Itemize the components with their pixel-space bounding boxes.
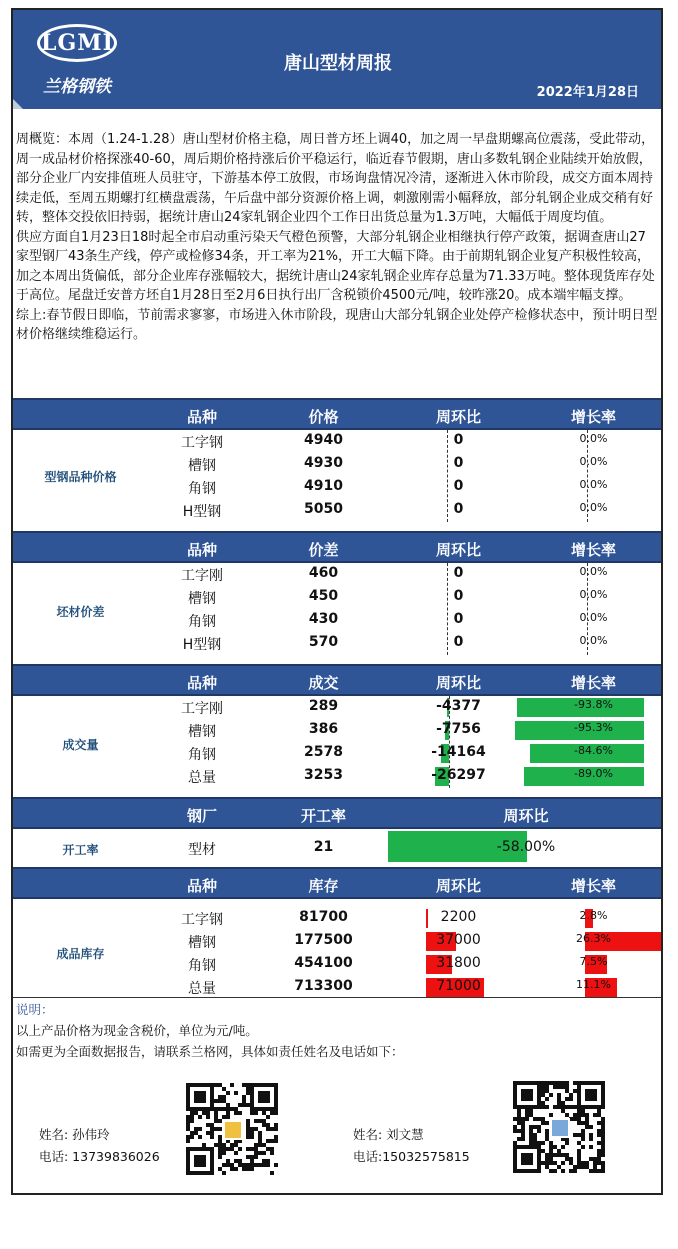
- row-value: 5050: [304, 501, 343, 517]
- table-row: [13, 586, 661, 609]
- report-frame: [11, 8, 663, 1195]
- row-wow: 71000: [436, 978, 481, 994]
- row-wow: 0: [453, 611, 464, 627]
- row-value: 4930: [304, 455, 343, 471]
- price-header-band: [13, 398, 661, 430]
- spread-header-band: [13, 531, 661, 563]
- row-wow: 0: [453, 455, 464, 471]
- inventory-section: [13, 907, 661, 999]
- row-name: 工字刚: [181, 701, 223, 717]
- row-name: 工字钢: [181, 435, 223, 451]
- inv-col-name: 品种: [186, 877, 217, 895]
- util-col-rate: 开工率: [300, 807, 346, 825]
- volume-col-name: 品种: [186, 674, 217, 692]
- row-wow: 0: [453, 588, 464, 604]
- contact-2-phone: 电话:15032575815: [353, 1149, 470, 1164]
- notes-line-2: 如需更为全面数据报告，请联系兰格网，具体如责任姓名及电话如下：: [16, 1044, 404, 1059]
- row-rate: -93.8%: [574, 698, 613, 711]
- row-name: H型钢: [182, 637, 222, 653]
- table-row: [13, 499, 661, 522]
- table-row: [13, 632, 661, 655]
- spread-section: [13, 563, 661, 655]
- row-rate: 2.8%: [579, 909, 608, 922]
- row-rate: 0.0%: [579, 588, 608, 601]
- row-rate: -89.0%: [574, 767, 613, 780]
- summary-supply: 供应方面自1月23日18时起全市启动重污染天气橙色预警，大部分轧钢企业相继执行停产政策，据调查唐山27家型钢厂43条生产线，停产或检修34条，开工率为21%，开工大幅下降。由于前期轧钢企业复产积极性较高，加之本周出货偏低，部分企业库存涨幅较大，据统计唐山24家轧钢企业库存总量为71.33万吨。整体现货库存处于高位。尾盘迁安普方坯自1月28日至2月6日执行出厂含税锁价4500元/吨，较昨涨20。成本端牢幅支撑。: [16, 229, 655, 303]
- row-wow: 0: [453, 634, 464, 650]
- spread-col-name: 品种: [186, 541, 217, 559]
- row-name: 总量: [188, 770, 216, 786]
- row-value: 289: [308, 698, 339, 714]
- table-row: [13, 976, 661, 999]
- contact-1-name: 姓名: 孙伟玲: [39, 1127, 110, 1142]
- row-name: 槽钢: [188, 458, 216, 474]
- notes-line-1: 以上产品价格为现金含税价，单位为元/吨。: [16, 1023, 258, 1038]
- logo-text: LGMI: [41, 30, 114, 56]
- row-rate: 0.0%: [579, 478, 608, 491]
- row-rate: 11.1%: [576, 978, 611, 991]
- row-name: 工字钢: [181, 912, 223, 928]
- table-row: [13, 930, 661, 953]
- row-value: 460: [308, 565, 339, 581]
- row-rate: 0.0%: [579, 634, 608, 647]
- row-wow: -14164: [431, 744, 486, 760]
- inv-col-value: 库存: [308, 877, 339, 895]
- utilization-section-label: 开工率: [62, 843, 99, 857]
- volume-section-label: 成交量: [62, 738, 99, 752]
- row-name: 槽钢: [188, 935, 216, 951]
- row-wow: 31800: [436, 955, 481, 971]
- contact-2: [353, 1124, 470, 1168]
- row-rate: 0.0%: [579, 455, 608, 468]
- row-name: 角钢: [188, 958, 216, 974]
- price-section-label: 型钢品种价格: [44, 470, 117, 484]
- row-value: 21: [313, 839, 334, 855]
- row-wow: -7756: [436, 721, 481, 737]
- row-rate: 0.0%: [579, 432, 608, 445]
- notes: [16, 999, 404, 1062]
- price-col-name: 品种: [186, 408, 217, 426]
- table-row: [13, 953, 661, 976]
- row-value: 713300: [294, 978, 353, 994]
- summary-conclusion: 综上:春节假日即临，节前需求寥寥，市场进入休市阶段，现唐山大部分轧钢企业处停产检修状态中，预计明日型材价格继续维稳运行。: [16, 307, 658, 342]
- row-name: 槽钢: [188, 724, 216, 740]
- price-col-wow: 周环比: [435, 408, 481, 426]
- spread-col-rate: 增长率: [570, 541, 616, 559]
- contact-1-phone: 电话: 13739836026: [39, 1149, 160, 1164]
- inv-col-wow: 周环比: [435, 877, 481, 895]
- row-name: 总量: [188, 981, 216, 997]
- page-title: 唐山型材周报: [284, 53, 392, 74]
- summary-text: [16, 130, 658, 345]
- util-col-mill: 钢厂: [186, 807, 217, 825]
- contact-2-name: 姓名: 刘文慧: [353, 1127, 424, 1142]
- table-row: [13, 430, 661, 453]
- row-wow: -58.00%: [496, 839, 556, 855]
- row-rate: -84.6%: [574, 744, 613, 757]
- report-header: [13, 10, 661, 109]
- row-value: 4940: [304, 432, 343, 448]
- summary-overview: 周概览：本周（1.24-1.28）唐山型材价格主稳，周日普方坯上调40，加之周一早盘期螺高位震荡，受此带动，周一成品材价格探涨40-60，周后期价格持涨后价平稳运行，临近春节假期，唐山多数轧钢企业陆续开始放假，部分企业厂内安排值班人员驻守，下游基本停工放假，市场询盘情况冷清，逐渐进入休市阶段，成交方面本周持续走低，至周五期螺打红横盘震荡，午后盘中部分资源价格上调，刺激刚需小幅释放，部分轧钢企业成交稍有好转，整体交投依旧持弱，据统计唐山24家轧钢企业四个工作日出货总量为1.3万吨，大幅低于周度均值。: [16, 132, 655, 225]
- table-row: [13, 609, 661, 632]
- row-value: 386: [308, 721, 339, 737]
- utilization-section: [13, 829, 661, 866]
- row-wow: 0: [453, 565, 464, 581]
- row-wow: 0: [453, 432, 464, 448]
- contact-1: [39, 1124, 160, 1168]
- row-value: 3253: [304, 767, 343, 783]
- table-row: [13, 837, 661, 860]
- table-row: [13, 563, 661, 586]
- report-date: 2022年1月28日: [536, 85, 639, 100]
- price-col-rate: 增长率: [570, 408, 616, 426]
- inventory-section-label: 成品库存: [56, 947, 105, 961]
- row-rate: 0.0%: [579, 611, 608, 624]
- qr-code-graphic: [513, 1081, 605, 1173]
- row-value: 570: [308, 634, 339, 650]
- util-col-wow: 周环比: [503, 807, 549, 825]
- row-wow: 0: [453, 478, 464, 494]
- row-name: 型材: [188, 842, 216, 858]
- table-row: [13, 453, 661, 476]
- row-value: 430: [308, 611, 339, 627]
- corner-decoration: [13, 99, 23, 109]
- row-rate: 26.3%: [576, 932, 611, 945]
- price-section: [13, 430, 661, 522]
- volume-col-value: 成交: [308, 674, 339, 692]
- row-name: H型钢: [182, 504, 222, 520]
- row-wow: 0: [453, 501, 464, 517]
- row-value: 454100: [294, 955, 353, 971]
- row-value: 177500: [294, 932, 353, 948]
- table-row: [13, 476, 661, 499]
- notes-divider: [13, 997, 661, 998]
- spread-col-value: 价差: [308, 541, 339, 559]
- spread-section-label: 坯材价差: [56, 605, 105, 619]
- inventory-header-band: [13, 867, 661, 899]
- row-name: 角钢: [188, 747, 216, 763]
- price-col-value: 价格: [308, 408, 339, 426]
- row-wow: -26297: [431, 767, 486, 783]
- row-value: 81700: [299, 909, 348, 925]
- notes-head: 说明：: [16, 1002, 54, 1017]
- volume-header-band: [13, 664, 661, 696]
- row-value: 4910: [304, 478, 343, 494]
- utilization-header-band: [13, 797, 661, 829]
- qr-code-graphic: [186, 1083, 278, 1175]
- row-rate: 7.5%: [579, 955, 608, 968]
- row-rate: 0.0%: [579, 501, 608, 514]
- qr-code-icon: [186, 1083, 278, 1175]
- volume-col-wow: 周环比: [435, 674, 481, 692]
- row-wow: -4377: [436, 698, 481, 714]
- row-name: 槽钢: [188, 591, 216, 607]
- row-name: 角钢: [188, 481, 216, 497]
- row-value: 450: [308, 588, 339, 604]
- qr-code-icon: [513, 1081, 605, 1173]
- volume-section: [13, 696, 661, 788]
- row-rate: 0.0%: [579, 565, 608, 578]
- row-rate: -95.3%: [574, 721, 613, 734]
- inv-col-rate: 增长率: [570, 877, 616, 895]
- row-wow: 2200: [440, 909, 477, 925]
- row-name: 角钢: [188, 614, 216, 630]
- row-wow: 37000: [436, 932, 481, 948]
- volume-col-rate: 增长率: [570, 674, 616, 692]
- row-name: 工字刚: [181, 568, 223, 584]
- row-value: 2578: [304, 744, 343, 760]
- logo-cn: 兰格钢铁: [43, 77, 111, 97]
- table-row: [13, 907, 661, 930]
- spread-col-wow: 周环比: [435, 541, 481, 559]
